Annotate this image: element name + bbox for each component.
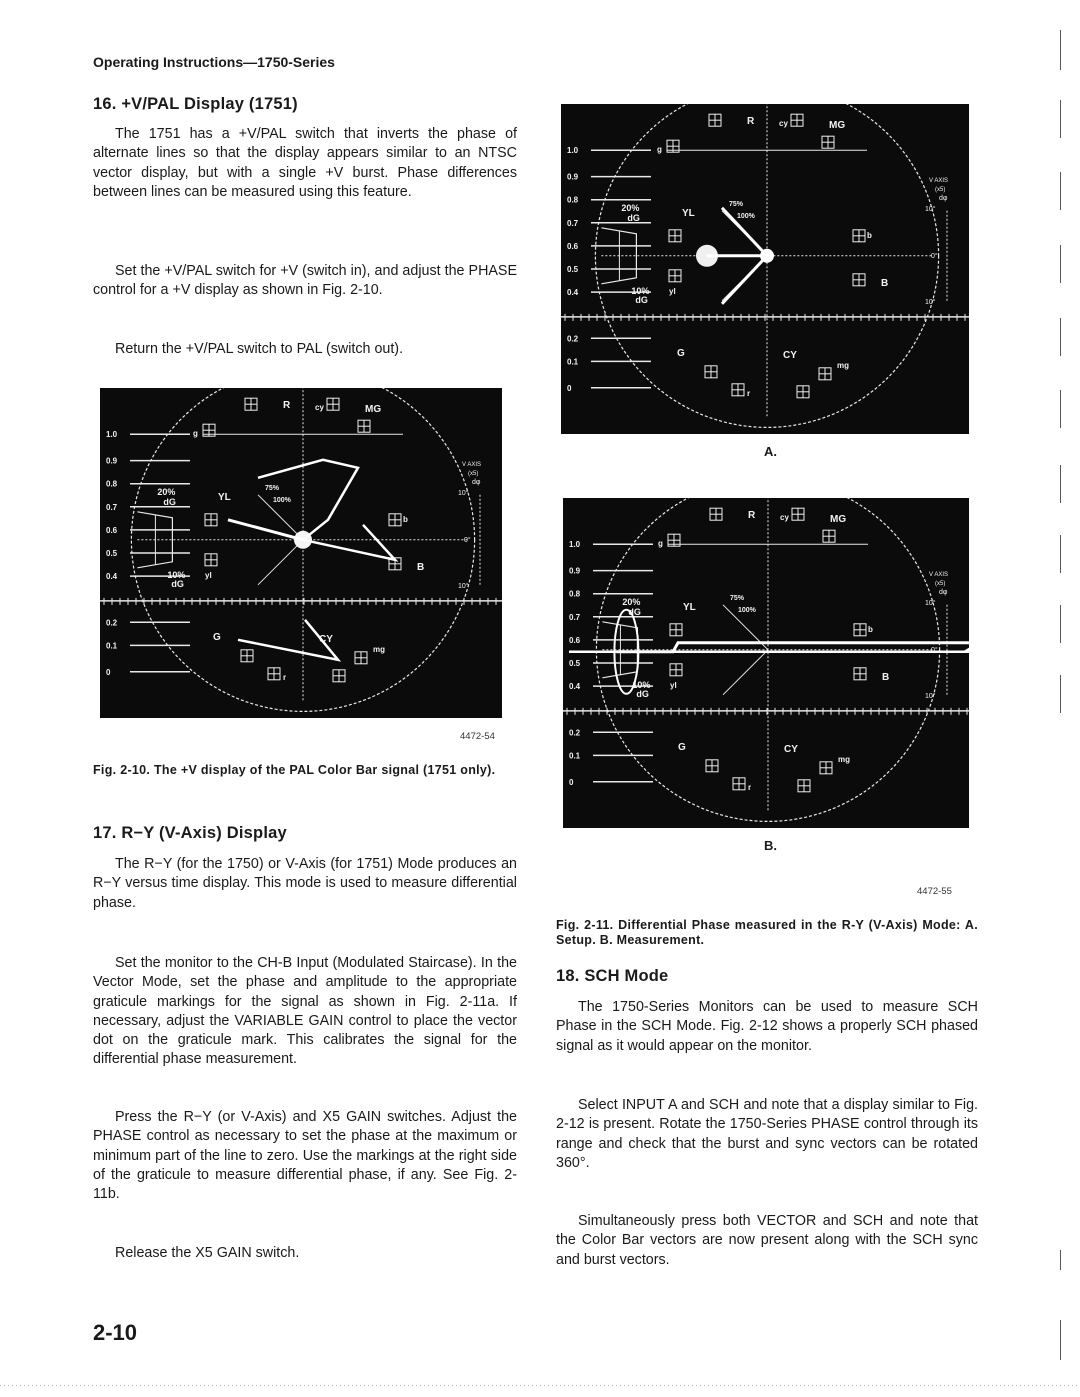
pct-75-label: 75% — [265, 484, 280, 492]
dg-20-label: 20% — [622, 596, 641, 607]
section-17-paragraph-2: Set the monitor to the CH-B Input (Modulated Staircase). In the Vector Mode, set the phase and amplitude to the appropriate graticule markings for the signal as shown in Fig. 2-11a. If necessary, adjust the VARIABLE GAIN control to place the vector dot on the graticule mark. This calibrates the signal for the differential phase measurement. — [93, 955, 517, 1068]
target-label-g-small: g — [657, 145, 662, 155]
target-label-cy: CY — [319, 633, 333, 645]
target-label-mg-small: mg — [837, 360, 849, 370]
target-label-mg: MG — [830, 514, 847, 526]
scale-label: 0.1 — [106, 641, 118, 651]
dg-10-label: 10% — [167, 569, 186, 580]
burst-axis-lower — [723, 650, 768, 695]
deg-0-label: 0° — [931, 646, 938, 654]
scale-label: 0.5 — [106, 549, 118, 558]
target-label-yl: YL — [682, 207, 695, 219]
deg-0-label: 0° — [931, 252, 938, 260]
target-label-r: R — [283, 400, 291, 412]
target-label-yl-small: yl — [205, 570, 212, 580]
scale-label: 1.0 — [106, 430, 118, 440]
target-label-g-small: g — [193, 429, 198, 439]
scale-label: 0.1 — [569, 751, 581, 761]
target-label-g-small: g — [658, 539, 663, 549]
section-16-paragraph-3: Return the +V/PAL switch to PAL (switch out). — [115, 341, 404, 357]
fig-2-10-caption: Fig. 2-10. The +V display of the PAL Color Bar signal (1751 only). — [93, 763, 496, 777]
pct-100-label: 100% — [273, 496, 291, 504]
fig-2-11a-label: A. — [764, 444, 777, 459]
scale-label: 0.9 — [106, 456, 118, 466]
scale-label: 0.8 — [106, 479, 118, 489]
fig-2-10-number: 4472-54 — [460, 731, 495, 742]
section-17-paragraph-1: The R−Y (for the 1750) or V-Axis (for 1751) Mode produces an R−Y versus time display. This mode is used to measure differential phase. — [93, 856, 517, 911]
section-18-heading: 18. SCH Mode — [556, 967, 669, 985]
scale-label: 0.9 — [569, 566, 581, 576]
pct-75-label: 75% — [729, 200, 744, 208]
pct-75-label: 75% — [730, 594, 745, 602]
deg-neg10-label: 10° — [925, 298, 936, 306]
target-label-yl: YL — [683, 601, 696, 613]
v-axis-label: V AXIS — [929, 571, 949, 578]
section-18-paragraph-3: Simultaneously press both VECTOR and SCH and note that the Color Bar vectors are now present along with the SCH sync and burst vectors. — [556, 1213, 978, 1268]
scan-margin-mark — [1060, 605, 1061, 643]
deg-neg10-label: 10° — [458, 582, 469, 590]
target-label-b-small: b — [403, 514, 408, 524]
deg-pos10-label: 10° — [458, 489, 469, 497]
target-label-b: B — [882, 671, 890, 683]
section-18-paragraph-1: The 1750-Series Monitors can be used to measure SCH Phase in the SCH Mode. Fig. 2-12 shows a properly SCH phased signal as it would appear on the monitor. — [556, 999, 978, 1054]
target-label-b: B — [417, 561, 425, 573]
dphi-label: dφ — [472, 478, 481, 486]
scale-label: 0.4 — [567, 288, 579, 298]
fig-2-11b-vectorscope-image — [563, 498, 969, 828]
target-label-cy-small: cy — [779, 119, 788, 129]
target-label-cy-small: cy — [780, 513, 789, 523]
scale-label: 0.8 — [569, 589, 581, 599]
dphi-label: dφ — [939, 194, 948, 202]
dg-label: dG — [627, 212, 640, 223]
scale-label: 0.1 — [567, 357, 579, 367]
scan-margin-mark — [1060, 390, 1061, 428]
scan-margin-mark — [1060, 245, 1061, 283]
target-label-r: R — [747, 116, 755, 128]
scale-label: 0.6 — [567, 241, 579, 251]
x5-label: (x5) — [935, 580, 946, 587]
section-16-paragraph-1: The 1751 has a +V/PAL switch that inverts the phase of alternate lines so that the display appears similar to an NTSC vector display, but with a single +V burst. Phase differences between lines can be measured using this feature. — [93, 126, 517, 200]
section-17-paragraph-3: Press the R−Y (or V-Axis) and X5 GAIN switches. Adjust the PHASE control as necessary to set the phase at the maximum or minimum part of the line to zero. Use the markings at the right side of the graticule to measure differential phase, if any. See Fig. 2-11b. — [93, 1109, 517, 1203]
dg-10-label: 10% — [631, 285, 650, 296]
scale-label: 0.4 — [106, 572, 118, 582]
dg-20-label: 20% — [621, 202, 640, 213]
target-label-r-small: r — [283, 672, 287, 682]
scale-label: 0.7 — [569, 612, 581, 622]
fig-2-11a-vectorscope-image — [561, 104, 969, 434]
scale-label: 0.2 — [569, 728, 581, 738]
target-label-mg: MG — [829, 120, 846, 132]
scale-label: 0.9 — [567, 172, 579, 182]
dg-20-label: 20% — [157, 486, 176, 497]
dg-label: dG — [635, 294, 648, 305]
target-label-yl-small: yl — [669, 286, 676, 296]
scan-margin-mark — [1060, 535, 1061, 573]
target-label-mg: MG — [365, 404, 382, 416]
pct-100-label: 100% — [737, 212, 755, 220]
page-number: 2-10 — [93, 1320, 138, 1345]
section-18-paragraph-2: Select INPUT A and SCH and note that a display similar to Fig. 2-12 is present. Rotate the 1750-Series PHASE control through its range and check that the burst and sync vectors can be rotated 360°. — [556, 1097, 978, 1171]
fig-2-11b-label: B. — [764, 838, 777, 853]
target-label-yl-small: yl — [670, 680, 677, 690]
running-head: Operating Instructions—1750-Series — [93, 54, 335, 70]
scan-margin-mark — [1060, 1250, 1061, 1270]
v-axis-label: V AXIS — [929, 177, 949, 184]
scan-margin-mark — [1060, 465, 1061, 503]
target-label-mg-small: mg — [838, 754, 850, 764]
scale-label: 0.7 — [106, 502, 118, 512]
target-label-b-small: b — [867, 230, 872, 240]
scan-margin-mark — [1060, 172, 1061, 210]
dg-label: dG — [636, 688, 649, 699]
scale-label: 0 — [569, 777, 574, 787]
section-17-paragraph-4: Release the X5 GAIN switch. — [115, 1245, 300, 1261]
x5-label: (x5) — [935, 186, 946, 193]
fig-2-11-caption: Fig. 2-11. Differential Phase measured in the R-Y (V-Axis) Mode: A. Setup. B. Measurement. — [556, 918, 978, 947]
target-label-b-small: b — [868, 624, 873, 634]
trace-staircase-line — [616, 643, 969, 652]
section-16-heading: 16. +V/PAL Display (1751) — [93, 95, 298, 113]
target-label-g: G — [213, 631, 221, 643]
target-label-r: R — [748, 510, 756, 522]
trace-vector-yl — [228, 520, 303, 540]
scan-bottom-edge — [0, 1385, 1080, 1386]
scan-margin-mark — [1060, 1320, 1061, 1360]
deg-pos10-label: 10° — [925, 205, 936, 213]
scale-label: 0.2 — [567, 334, 579, 344]
section-17-heading: 17. R−Y (V-Axis) Display — [93, 824, 287, 842]
scale-label: 0.6 — [106, 525, 118, 535]
fig-2-10-vectorscope-image — [100, 388, 502, 718]
pct-100-label: 100% — [738, 606, 756, 614]
x5-label: (x5) — [468, 470, 479, 477]
scale-label: 1.0 — [569, 540, 581, 550]
dphi-label: dφ — [939, 588, 948, 596]
target-label-yl: YL — [218, 491, 231, 503]
target-label-mg-small: mg — [373, 644, 385, 654]
scan-margin-mark — [1060, 100, 1061, 138]
target-label-b: B — [881, 277, 889, 289]
deg-neg10-label: 10° — [925, 692, 936, 700]
dg-10-label: 10% — [632, 679, 651, 690]
scale-label: 0.2 — [106, 618, 118, 628]
scan-margin-mark — [1060, 675, 1061, 713]
target-label-cy: CY — [783, 349, 797, 361]
dg-label: dG — [628, 606, 641, 617]
scale-label: 0.8 — [567, 195, 579, 205]
dg-label: dG — [171, 578, 184, 589]
scale-label: 0.5 — [569, 659, 581, 668]
scale-label: 0 — [567, 383, 572, 393]
scale-label: 0 — [106, 667, 111, 677]
scan-margin-mark — [1060, 30, 1061, 70]
scale-label: 0.7 — [567, 218, 579, 228]
target-label-cy-small: cy — [315, 403, 324, 413]
section-16-paragraph-2: Set the +V/PAL switch for +V (switch in), and adjust the PHASE control for a +V display as shown in Fig. 2-10. — [93, 263, 517, 299]
scale-label: 1.0 — [567, 146, 579, 156]
burst-axis-lower — [258, 540, 303, 585]
target-label-g: G — [677, 347, 685, 359]
deg-0-label: 0° — [464, 536, 471, 544]
fig-2-11-number: 4472-55 — [917, 886, 952, 897]
deg-pos10-label: 10° — [925, 599, 936, 607]
target-label-r-small: r — [748, 782, 752, 792]
scan-margin-mark — [1060, 318, 1061, 356]
target-label-r-small: r — [747, 388, 751, 398]
scale-label: 0.5 — [567, 265, 579, 274]
v-axis-label: V AXIS — [462, 461, 482, 468]
scale-label: 0.6 — [569, 635, 581, 645]
target-label-g: G — [678, 741, 686, 753]
dg-label: dG — [163, 496, 176, 507]
scale-label: 0.4 — [569, 682, 581, 692]
trace-vector-lower — [722, 256, 767, 304]
target-label-cy: CY — [784, 743, 798, 755]
